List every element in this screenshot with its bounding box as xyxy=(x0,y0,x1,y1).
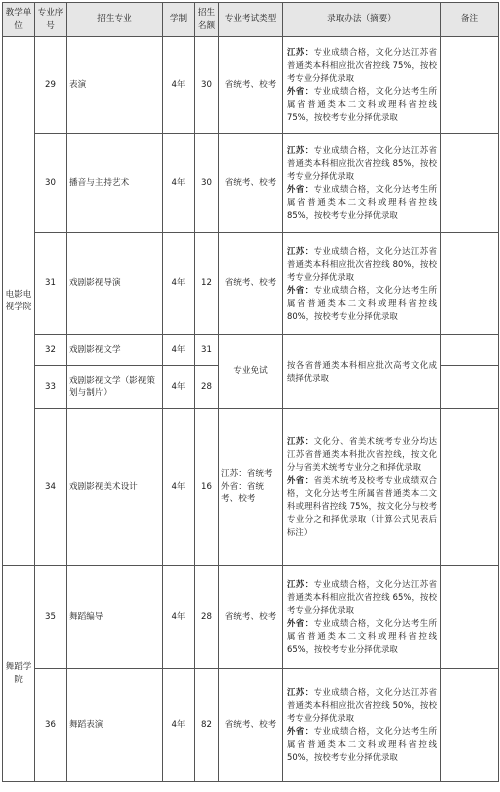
region-label: 外省： xyxy=(287,184,314,194)
method-text: 专业成绩合格，文化分达江苏省普通类本科相应批次省控线 65%，按校考专业分择优录取 xyxy=(287,579,438,615)
quota-cell: 82 xyxy=(195,669,219,782)
duration-cell: 4年 xyxy=(163,233,195,335)
unit-cell-dance: 舞蹈学院 xyxy=(3,566,35,782)
seq-cell: 34 xyxy=(35,409,67,566)
seq-cell: 30 xyxy=(35,134,67,233)
header-duration: 学制 xyxy=(163,3,195,37)
quota-cell: 31 xyxy=(195,335,219,366)
table-row xyxy=(3,37,499,134)
notes-cell xyxy=(441,409,499,566)
method-local xyxy=(287,435,437,474)
method-other xyxy=(287,474,437,539)
notes-cell xyxy=(441,134,499,233)
quota-cell: 16 xyxy=(195,409,219,566)
header-major: 招生专业 xyxy=(67,3,163,37)
seq-cell: 33 xyxy=(35,366,67,409)
exam-type-cell: 省统考、校考 xyxy=(219,566,283,669)
major-cell: 戏剧影视美术设计 xyxy=(67,409,163,566)
region-label: 外省： xyxy=(287,475,314,485)
table-header-row xyxy=(3,3,499,37)
region-label: 江苏： xyxy=(287,436,314,446)
unit-cell-film: 电影电视学院 xyxy=(3,37,35,566)
notes-cell xyxy=(441,366,499,409)
seq-cell: 29 xyxy=(35,37,67,134)
quota-cell: 30 xyxy=(195,134,219,233)
table-row xyxy=(3,669,499,782)
method-local xyxy=(287,245,437,284)
region-label: 江苏： xyxy=(287,145,314,155)
quota-cell: 12 xyxy=(195,233,219,335)
header-seq: 专业序号 xyxy=(35,3,67,37)
table-row xyxy=(3,134,499,233)
method-other xyxy=(287,617,437,656)
method-text: 省美术统考及校考专业成绩双合格，文化分达考生所属省普通类本二文科或理科省控线 75%，按文化分与校考专业分之和择优录取（计算公式见表后标注） xyxy=(287,475,438,537)
exam-type-cell: 江苏：省统考 外省：省统考、校考 xyxy=(219,409,283,566)
duration-cell: 4年 xyxy=(163,134,195,233)
major-cell: 舞蹈编导 xyxy=(67,566,163,669)
table-row xyxy=(3,335,499,366)
method-local xyxy=(287,578,437,617)
method-text: 专业成绩合格，文化分达考生所属省普通类本二文科或理科省控线 80%，按校考专业分择优录取 xyxy=(287,284,438,321)
major-cell: 舞蹈表演 xyxy=(67,669,163,782)
admission-table xyxy=(2,2,499,782)
method-text: 专业成绩合格，文化分达考生所属省普通类本二文科或理科省控线 50%，按校考专业分择优录取 xyxy=(287,726,438,762)
method-cell xyxy=(283,233,441,335)
header-exam-type: 专业考试类型 xyxy=(219,3,283,37)
region-label: 江苏： xyxy=(287,47,314,57)
notes-cell xyxy=(441,233,499,335)
method-cell xyxy=(283,669,441,782)
admission-table-page xyxy=(2,2,498,782)
method-cell xyxy=(283,409,441,566)
method-text: 专业成绩合格，文化分达江苏省普通类本科相应批次省控线 50%，按校考专业分择优录取 xyxy=(287,687,438,723)
method-text: 专业成绩合格，文化分达江苏省普通类本科相应批次省控线 75%，按校考专业分择优录取 xyxy=(287,47,438,83)
table-row xyxy=(3,566,499,669)
notes-cell xyxy=(441,566,499,669)
notes-cell xyxy=(441,37,499,134)
table-row xyxy=(3,409,499,566)
exam-type-cell: 省统考、校考 xyxy=(219,134,283,233)
header-notes: 备注 xyxy=(441,3,499,37)
region-label: 外省： xyxy=(287,618,314,628)
seq-cell: 36 xyxy=(35,669,67,782)
exam-type-cell: 省统考、校考 xyxy=(219,37,283,134)
method-other xyxy=(287,725,437,764)
header-method: 录取办法（摘要） xyxy=(283,3,441,37)
major-cell: 戏剧影视文学（影视策划与制片） xyxy=(67,366,163,409)
method-local xyxy=(287,144,437,183)
method-text: 专业成绩合格，文化分达江苏省普通类本科相应批次省控线 85%，按校考专业分择优录取 xyxy=(287,145,438,181)
duration-cell: 4年 xyxy=(163,409,195,566)
duration-cell: 4年 xyxy=(163,335,195,366)
region-label: 外省： xyxy=(287,86,314,96)
method-local xyxy=(287,46,437,85)
seq-cell: 32 xyxy=(35,335,67,366)
exam-type-cell-shared: 专业免试 xyxy=(219,335,283,409)
method-other xyxy=(287,183,437,222)
header-quota: 招生名额 xyxy=(195,3,219,37)
notes-cell xyxy=(441,335,499,366)
method-local xyxy=(287,686,437,725)
method-text: 专业成绩合格，文化分达考生所属省普通类本二文科或理科省控线 65%，按校考专业分择优录取 xyxy=(287,618,438,654)
major-cell: 戏剧影视文学 xyxy=(67,335,163,366)
major-cell: 表演 xyxy=(67,37,163,134)
quota-cell: 28 xyxy=(195,566,219,669)
exam-type-cell: 省统考、校考 xyxy=(219,233,283,335)
exam-type-cell: 省统考、校考 xyxy=(219,669,283,782)
method-text: 专业成绩合格，文化分达江苏省普通类本科相应批次省控线 80%，按校考专业分择优录取 xyxy=(287,245,438,282)
header-unit: 教学单位 xyxy=(3,3,35,37)
region-label: 江苏： xyxy=(287,687,314,697)
region-label: 外省： xyxy=(287,284,314,295)
duration-cell: 4年 xyxy=(163,37,195,134)
quota-cell: 28 xyxy=(195,366,219,409)
region-label: 江苏： xyxy=(287,245,314,256)
major-cell: 播音与主持艺术 xyxy=(67,134,163,233)
method-text: 专业成绩合格，文化分达考生所属省普通类本二文科或理科省控线 75%，按校考专业分择优录取 xyxy=(287,86,438,122)
region-label: 外省： xyxy=(287,726,314,736)
duration-cell: 4年 xyxy=(163,566,195,669)
method-cell xyxy=(283,566,441,669)
duration-cell: 4年 xyxy=(163,366,195,409)
method-other xyxy=(287,85,437,124)
notes-cell xyxy=(441,669,499,782)
quota-cell: 30 xyxy=(195,37,219,134)
method-other xyxy=(287,284,437,323)
seq-cell: 35 xyxy=(35,566,67,669)
method-cell xyxy=(283,37,441,134)
duration-cell: 4年 xyxy=(163,669,195,782)
major-cell: 戏剧影视导演 xyxy=(67,233,163,335)
region-label: 江苏： xyxy=(287,579,314,589)
seq-cell: 31 xyxy=(35,233,67,335)
method-cell xyxy=(283,134,441,233)
method-text: 专业成绩合格，文化分达考生所属省普通类本二文科或理科省控线 85%，按校考专业分择优录取 xyxy=(287,184,438,220)
method-cell-shared: 按各省普通类本科相应批次高考文化成绩择优录取 xyxy=(283,335,441,409)
method-text: 文化分、省美术统考专业分均达江苏省普通类本科批次省控线，按文化分与省美术统考专业分之和择优录取 xyxy=(287,436,438,472)
table-row xyxy=(3,233,499,335)
